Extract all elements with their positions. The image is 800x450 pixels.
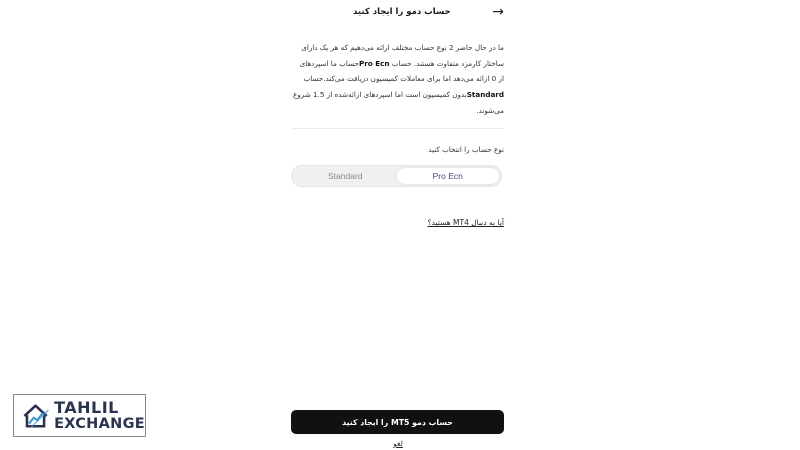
- intro-part-2: حساب ما اسپردهای از 0 ارائه می‌دهد اما برای معاملات کمیسیون دریافت می‌کند.حساب: [299, 58, 504, 84]
- page-title: حساب دمو را ایجاد کنید: [353, 7, 451, 17]
- brand-logo: [13, 394, 146, 437]
- logo-line-2: EXCHANGE: [54, 415, 145, 432]
- create-demo-account-button[interactable]: حساب دمو MT5 را ایجاد کنید: [291, 410, 504, 434]
- intro-text: [292, 40, 504, 119]
- intro-part-3: بدون کمیسیون است اما اسپردهای ارائه‌شده از 1.5 شروع می‌شوند.: [292, 90, 504, 115]
- option-standard[interactable]: Standard: [328, 171, 363, 181]
- cancel-link[interactable]: لغو: [393, 439, 403, 448]
- option-pro-ecn[interactable]: Pro Ecn: [397, 168, 500, 184]
- mt4-link[interactable]: آیا به دنبال MT4 هستید؟: [427, 218, 504, 227]
- intro-part-1: ما در حال حاضر 2 نوع حساب مختلف ارائه می‌دهیم که هر یک دارای ساختار کارمزد متفاوت هستند. حساب: [301, 43, 504, 68]
- logo-line-1: TAHLIL: [54, 397, 119, 417]
- account-type-selector: [291, 165, 502, 187]
- intro-standard: Standard: [466, 90, 504, 100]
- house-chart-icon: [21, 399, 50, 433]
- account-type-label: نوع حساب را انتخاب کنید: [428, 145, 504, 154]
- divider: [292, 128, 504, 129]
- arrow-right-icon[interactable]: →: [492, 4, 504, 20]
- intro-pro-ecn: Pro Ecn: [358, 58, 390, 68]
- page-header: [292, 0, 504, 24]
- logo-wordmark: [54, 397, 145, 432]
